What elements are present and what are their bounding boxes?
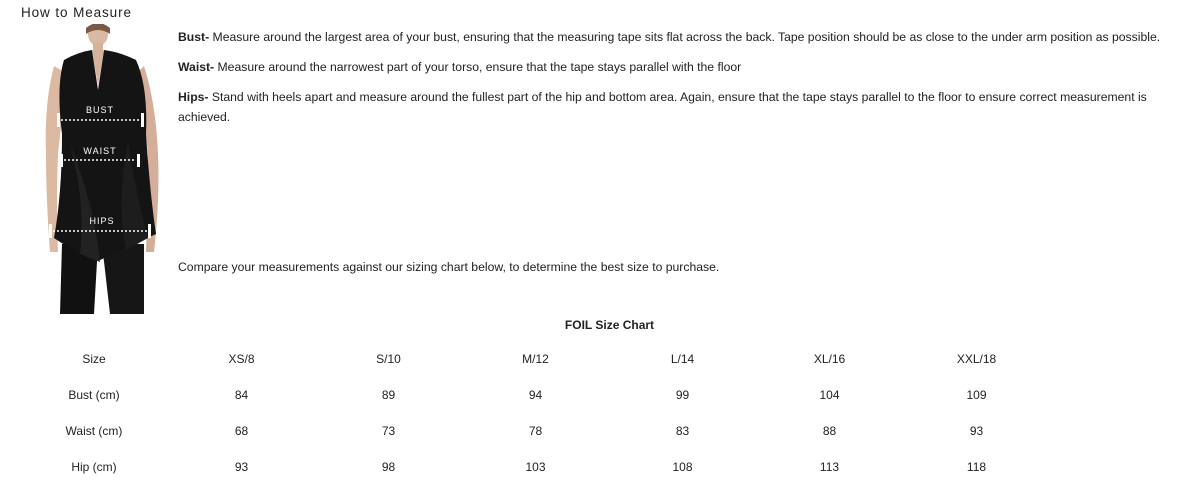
- hips-term: Hips-: [178, 90, 209, 104]
- table-cell: 104: [819, 388, 840, 402]
- table-cell: 88: [822, 424, 837, 438]
- waist-text: Measure around the narrowest part of your torso, ensure that the tape stays parallel with the floor: [214, 60, 742, 74]
- table-cell: 108: [672, 460, 693, 474]
- measuring-instructions: [178, 27, 1190, 137]
- model-figure: [40, 24, 172, 314]
- table-cell: 113: [819, 460, 840, 474]
- table-cell: 89: [381, 388, 396, 402]
- row-label: Bust (cm): [68, 388, 120, 402]
- compare-note: Compare your measurements against our sizing chart below, to determine the best size to purchase.: [178, 260, 720, 274]
- table-cell: 99: [675, 388, 690, 402]
- table-cell: 73: [381, 424, 396, 438]
- table-cell: 98: [381, 460, 396, 474]
- table-cell: 118: [966, 460, 987, 474]
- waist-measure-label: WAIST: [83, 146, 117, 156]
- table-cell: 68: [234, 424, 249, 438]
- table-cell: 78: [528, 424, 543, 438]
- model-figure-illustration: [40, 24, 172, 314]
- table-cell: 109: [966, 388, 987, 402]
- table-cell: 94: [528, 388, 543, 402]
- table-cell: 93: [234, 460, 249, 474]
- size-column-header: XL/16: [813, 352, 846, 366]
- size-header-label: Size: [82, 352, 106, 366]
- hips-instruction: [178, 87, 1190, 127]
- waist-row: [20, 413, 1050, 449]
- size-header-row: [20, 341, 1050, 377]
- waist-term: Waist-: [178, 60, 215, 74]
- bust-row: [20, 377, 1050, 413]
- bust-term: Bust-: [178, 30, 210, 44]
- size-column-header: XS/8: [228, 352, 255, 366]
- waist-instruction: [178, 57, 1190, 77]
- table-cell: 103: [525, 460, 546, 474]
- size-column-header: S/10: [376, 352, 401, 366]
- size-column-header: XXL/18: [956, 352, 997, 366]
- bust-measure-label: BUST: [85, 105, 115, 115]
- size-column-header: L/14: [670, 352, 695, 366]
- row-label: Waist (cm): [65, 424, 123, 438]
- size-column-header: M/12: [522, 352, 549, 366]
- bust-text: Measure around the largest area of your bust, ensuring that the measuring tape sits flat across the back. Tape position should be as close to the under arm position as possible.: [209, 30, 1161, 44]
- hip-row: [20, 449, 1050, 485]
- size-chart-table: [20, 341, 1050, 485]
- hips-text: Stand with heels apart and measure around the fullest part of the hip and bottom area. Again, ensure that the tape stays parallel to the floor to ensure correct measurement is achieved.: [178, 90, 1147, 124]
- size-chart-title: FOIL Size Chart: [564, 318, 655, 332]
- table-cell: 84: [234, 388, 249, 402]
- row-label: Hip (cm): [71, 460, 117, 474]
- page-heading: How to Measure: [21, 5, 132, 20]
- table-cell: 93: [969, 424, 984, 438]
- hips-measure-label: HIPS: [89, 216, 115, 226]
- bust-instruction: [178, 27, 1190, 47]
- table-cell: 83: [675, 424, 690, 438]
